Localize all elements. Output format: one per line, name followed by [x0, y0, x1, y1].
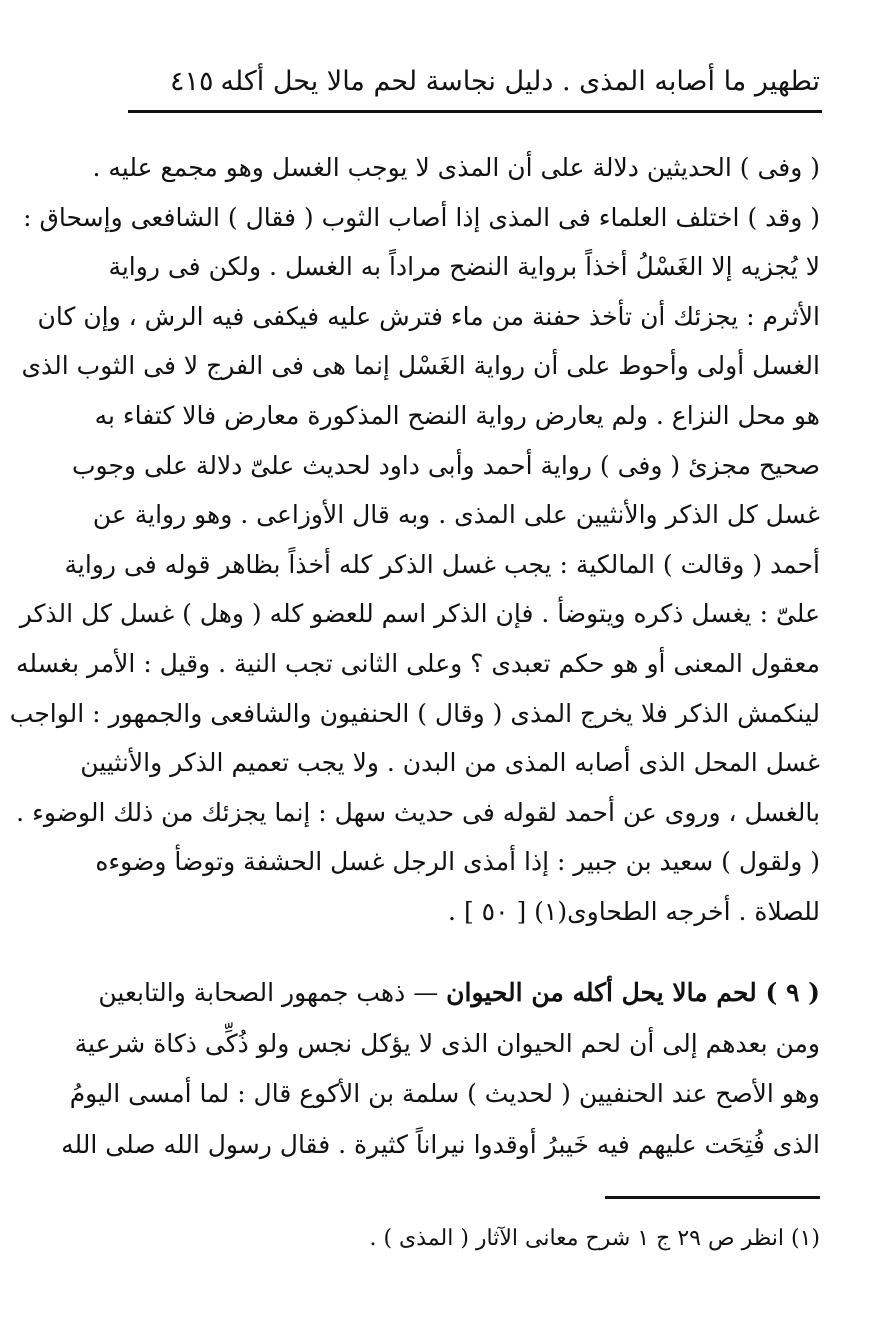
text-line: بالغسل ، وروى عن أحمد لقوله فى حديث سهل : إنما يجزئك من ذلك الوضوء . — [16, 797, 820, 827]
running-head — [130, 62, 820, 108]
footnote-rule — [605, 1196, 820, 1199]
text-line: ( وقد ) اختلف العلماء فى المذى إذا أصاب الثوب ( فقال ) الشافعى وإسحاق : — [23, 202, 820, 232]
text-line: الأثرم : يجزئك أن تأخذ حفنة من ماء فترش عليه فيكفى فيه الرش ، وإن كان — [37, 301, 820, 331]
main-text — [9, 143, 820, 937]
text-line: وهو الأصح عند الحنفيين ( لحديث ) سلمة بن الأكوع قال : لما أمسى اليومُ — [69, 1079, 820, 1108]
text-line: الغسل أولى وأحوط على أن رواية الغَسْل إنما هى فى الفرج لا فى الثوب الذى — [21, 351, 820, 381]
footnote: (١) انظر ص ٢٩ ج ١ شرح معانى الآثار ( المذى ) . — [369, 1226, 820, 1251]
header-rule — [128, 110, 822, 113]
text-line: ( ولقول ) سعيد بن جبير : إذا أمذى الرجل غسل الحشفة وتوضأ وضوءه — [95, 847, 820, 877]
text-line: صحيح مجزئ ( وفى ) رواية أحمد وأبى داود لحديث علىّ دلالة على وجوب — [72, 450, 820, 480]
text-line: معقول المعنى أو هو حكم تعبدى ؟ وعلى الثانى تجب النية . وقيل : الأمر بغسله — [16, 648, 820, 678]
page-number: ٤١٥ — [170, 66, 214, 97]
section-heading: ( ٩ ) لحم مالا يحل أكله من الحيوان — [446, 978, 820, 1007]
text-line: ومن بعدهم إلى أن لحم الحيوان الذى لا يؤكل نجس ولو ذُكِّى ذكاة شرعية — [74, 1028, 820, 1058]
text-line: الذى فُتِحَت عليهم فيه خَيبرُ أوقدوا نيراناً كثيرة . فقال رسول الله صلى الله — [61, 1129, 820, 1159]
text-line: علىّ : يغسل ذكره ويتوضأ . فإن الذكر اسم للعضو كله ( وهل ) غسل كل الذكر — [19, 599, 820, 629]
text-line: لينكمش الذكر فلا يخرج المذى ( وقال ) الحنفيون والشافعى والجمهور : الواجب — [9, 698, 820, 728]
text-line: غسل كل الذكر والأنثيين على المذى . وبه قال الأوزاعى . وهو رواية عن — [92, 500, 820, 530]
section-heading-rest: — ذهب جمهور الصحابة والتابعين — [98, 978, 439, 1007]
text-line: هو محل النزاع . ولم يعارض رواية النضح المذكورة معارض فالا كتفاء به — [94, 400, 820, 430]
text-line: لا يُجزيه إلا الغَسْلُ أخذاً برواية النضح مراداً به الغسل . ولكن فى رواية — [108, 252, 820, 282]
text-line: ( وفى ) الحديثين دلالة على أن المذى لا يوجب الغسل وهو مجمع عليه . — [92, 153, 820, 182]
section-first-line — [98, 968, 820, 1019]
section-9 — [61, 968, 820, 1170]
text-line: للصلاة . أخرجه الطحاوى(١) [ ٥٠ ] . — [448, 896, 820, 926]
running-title: تطهير ما أصابه المذى . دليل نجاسة لحم مالا يحل أكله — [220, 66, 820, 97]
text-line: غسل المحل الذى أصابه المذى من البدن . ولا يجب تعميم الذكر والأنثيين — [80, 748, 820, 778]
text-line: أحمد ( وقالت ) المالكية : يجب غسل الذكر كله أخذاً بظاهر قوله فى رواية — [64, 549, 820, 579]
